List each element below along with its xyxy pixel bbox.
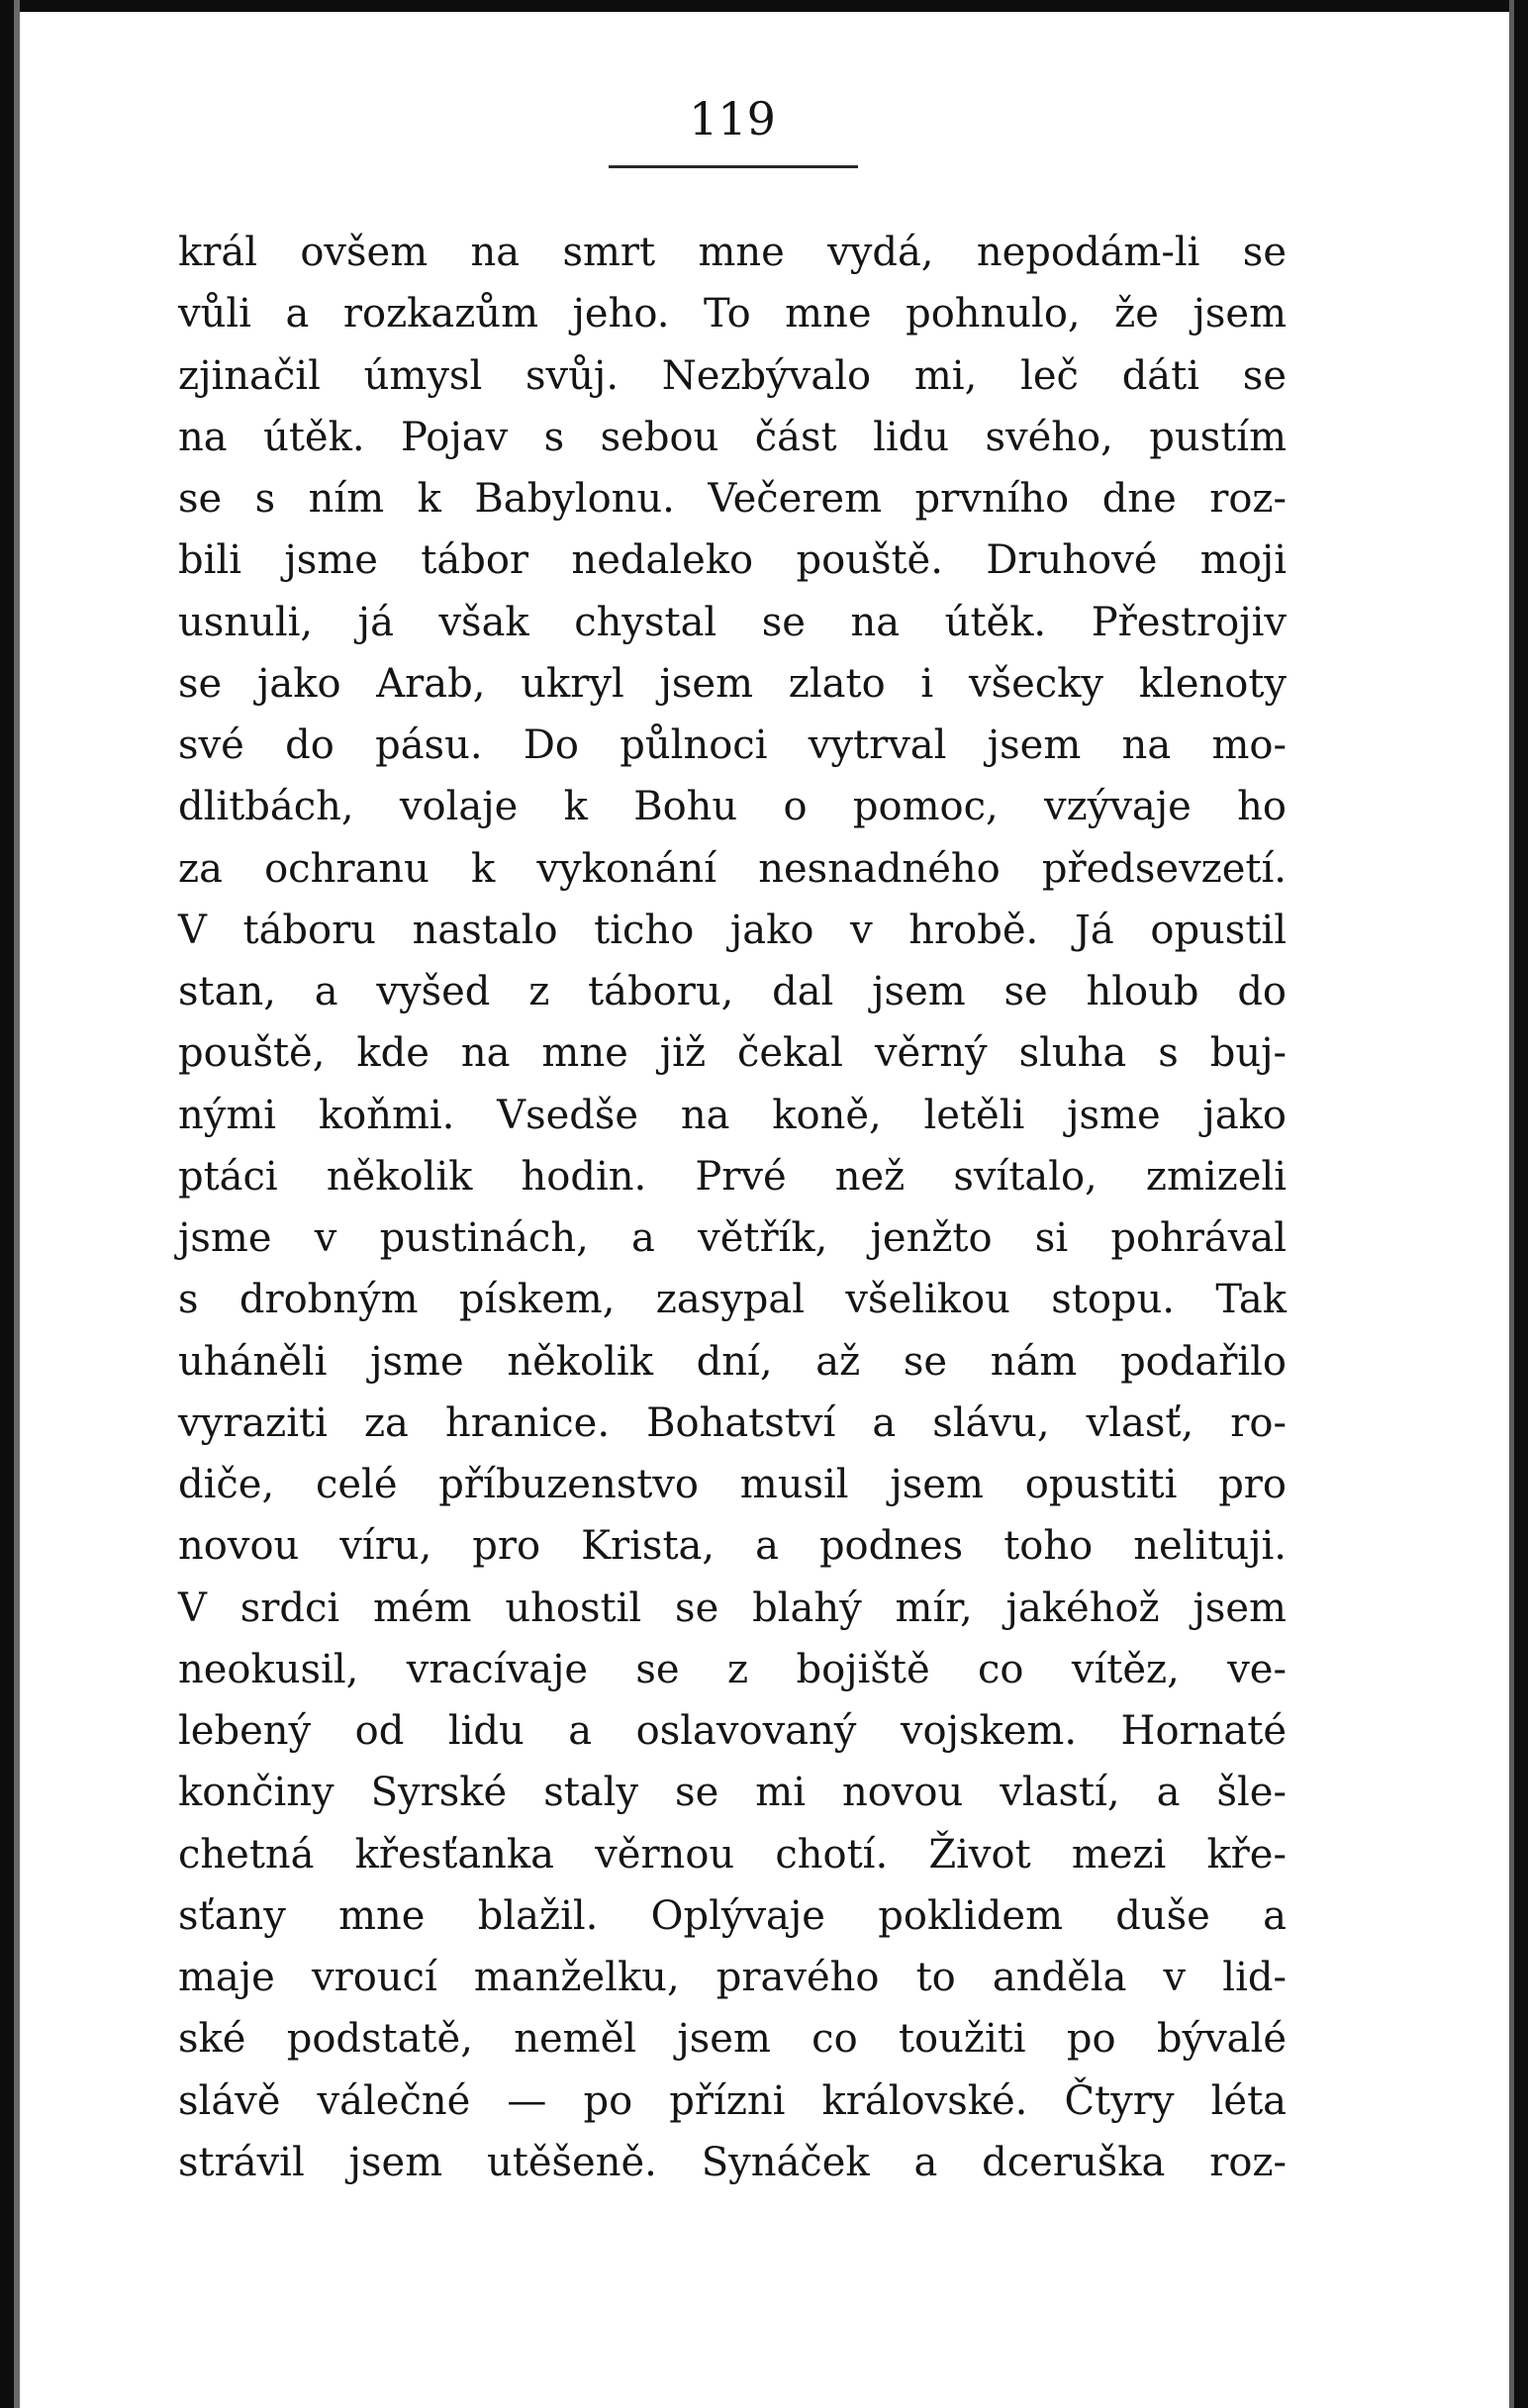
scan-border-right xyxy=(1514,0,1528,2408)
text-line: novou víru, pro Krista, a podnes toho nelituji. xyxy=(178,1523,1287,1570)
text-line: král ovšem na smrt mne vydá, nepodám-li se xyxy=(178,230,1287,275)
text-line: vyraziti za hranice. Bohatství a slávu, vlasť, ro- xyxy=(178,1399,1287,1446)
text-line: jsme v pustinách, a větřík, jenžto si pohrával xyxy=(178,1215,1287,1261)
text-line: maje vroucí manželku, pravého to anděla v lid- xyxy=(178,1955,1287,2000)
text-line: ské podstatě, neměl jsem co toužiti po bývalé xyxy=(178,2016,1287,2063)
text-line: diče, celé příbuzenstvo musil jsem opustiti pro xyxy=(178,1462,1287,1507)
text-line: usnuli, já však chystal se na útěk. Přestrojiv xyxy=(178,599,1287,645)
text-line: své do pásu. Do půlnoci vytrval jsem na mo- xyxy=(178,722,1287,768)
text-line: V srdci mém uhostil se blahý mír, jakéhož jsem xyxy=(178,1585,1287,1631)
scan-border-right-shadow xyxy=(1509,0,1514,2408)
scan-border-left xyxy=(0,0,14,2408)
body-text xyxy=(178,222,1287,2193)
scan-border-left-shadow xyxy=(14,0,20,2408)
text-line: chetná křesťanka věrnou chotí. Život mezi kře- xyxy=(178,1831,1287,1878)
text-line: strávil jsem utěšeně. Synáček a dceruška roz- xyxy=(178,2139,1287,2185)
text-line: slávě válečné — po přízni královské. Čtyry léta xyxy=(178,2077,1287,2124)
text-line: nými koňmi. Vsedše na koně, letěli jsme jako xyxy=(178,1092,1287,1138)
text-line: se s ním k Babylonu. Večerem prvního dne roz- xyxy=(178,476,1287,522)
text-line: na útěk. Pojav s sebou část lidu svého, pustím xyxy=(178,414,1287,460)
text-line: pouště, kde na mne již čekal věrný sluha s buj- xyxy=(178,1030,1287,1077)
text-line: za ochranu k vykonání nesnadného předsevzetí. xyxy=(178,845,1287,892)
text-line: s drobným pískem, zasypal všelikou stopu. Tak xyxy=(178,1277,1287,1323)
text-line: neokusil, vracívaje se z bojiště co vítěz, ve- xyxy=(178,1646,1287,1692)
text-line: dlitbách, volaje k Bohu o pomoc, vzývaje ho xyxy=(178,784,1287,830)
text-line: zjinačil úmysl svůj. Nezbývalo mi, leč dáti se xyxy=(178,352,1287,399)
text-line: uháněli jsme několik dní, až se nám podařilo xyxy=(178,1338,1287,1385)
scan-border-top xyxy=(0,0,1528,12)
text-line: se jako Arab, ukryl jsem zlato i všecky klenoty xyxy=(178,660,1287,707)
text-line: končiny Syrské staly se mi novou vlastí, a šle- xyxy=(178,1770,1287,1816)
text-line: V táboru nastalo ticho jako v hrobě. Já opustil xyxy=(178,907,1287,953)
text-line: lebený od lidu a oslavovaný vojskem. Hornaté xyxy=(178,1708,1287,1754)
text-line: bili jsme tábor nedaleko pouště. Druhové moji xyxy=(178,537,1287,584)
text-line: stan, a vyšed z táboru, dal jsem se hloub do xyxy=(178,969,1287,1014)
text-line: sťany mne blažil. Oplývaje poklidem duše a xyxy=(178,1892,1287,1939)
page-number-rule xyxy=(609,165,858,168)
page-number: 119 xyxy=(689,92,776,145)
text-line: ptáci několik hodin. Prvé než svítalo, zmizeli xyxy=(178,1153,1287,1200)
text-line: vůli a rozkazům jeho. To mne pohnulo, že jsem xyxy=(178,291,1287,337)
